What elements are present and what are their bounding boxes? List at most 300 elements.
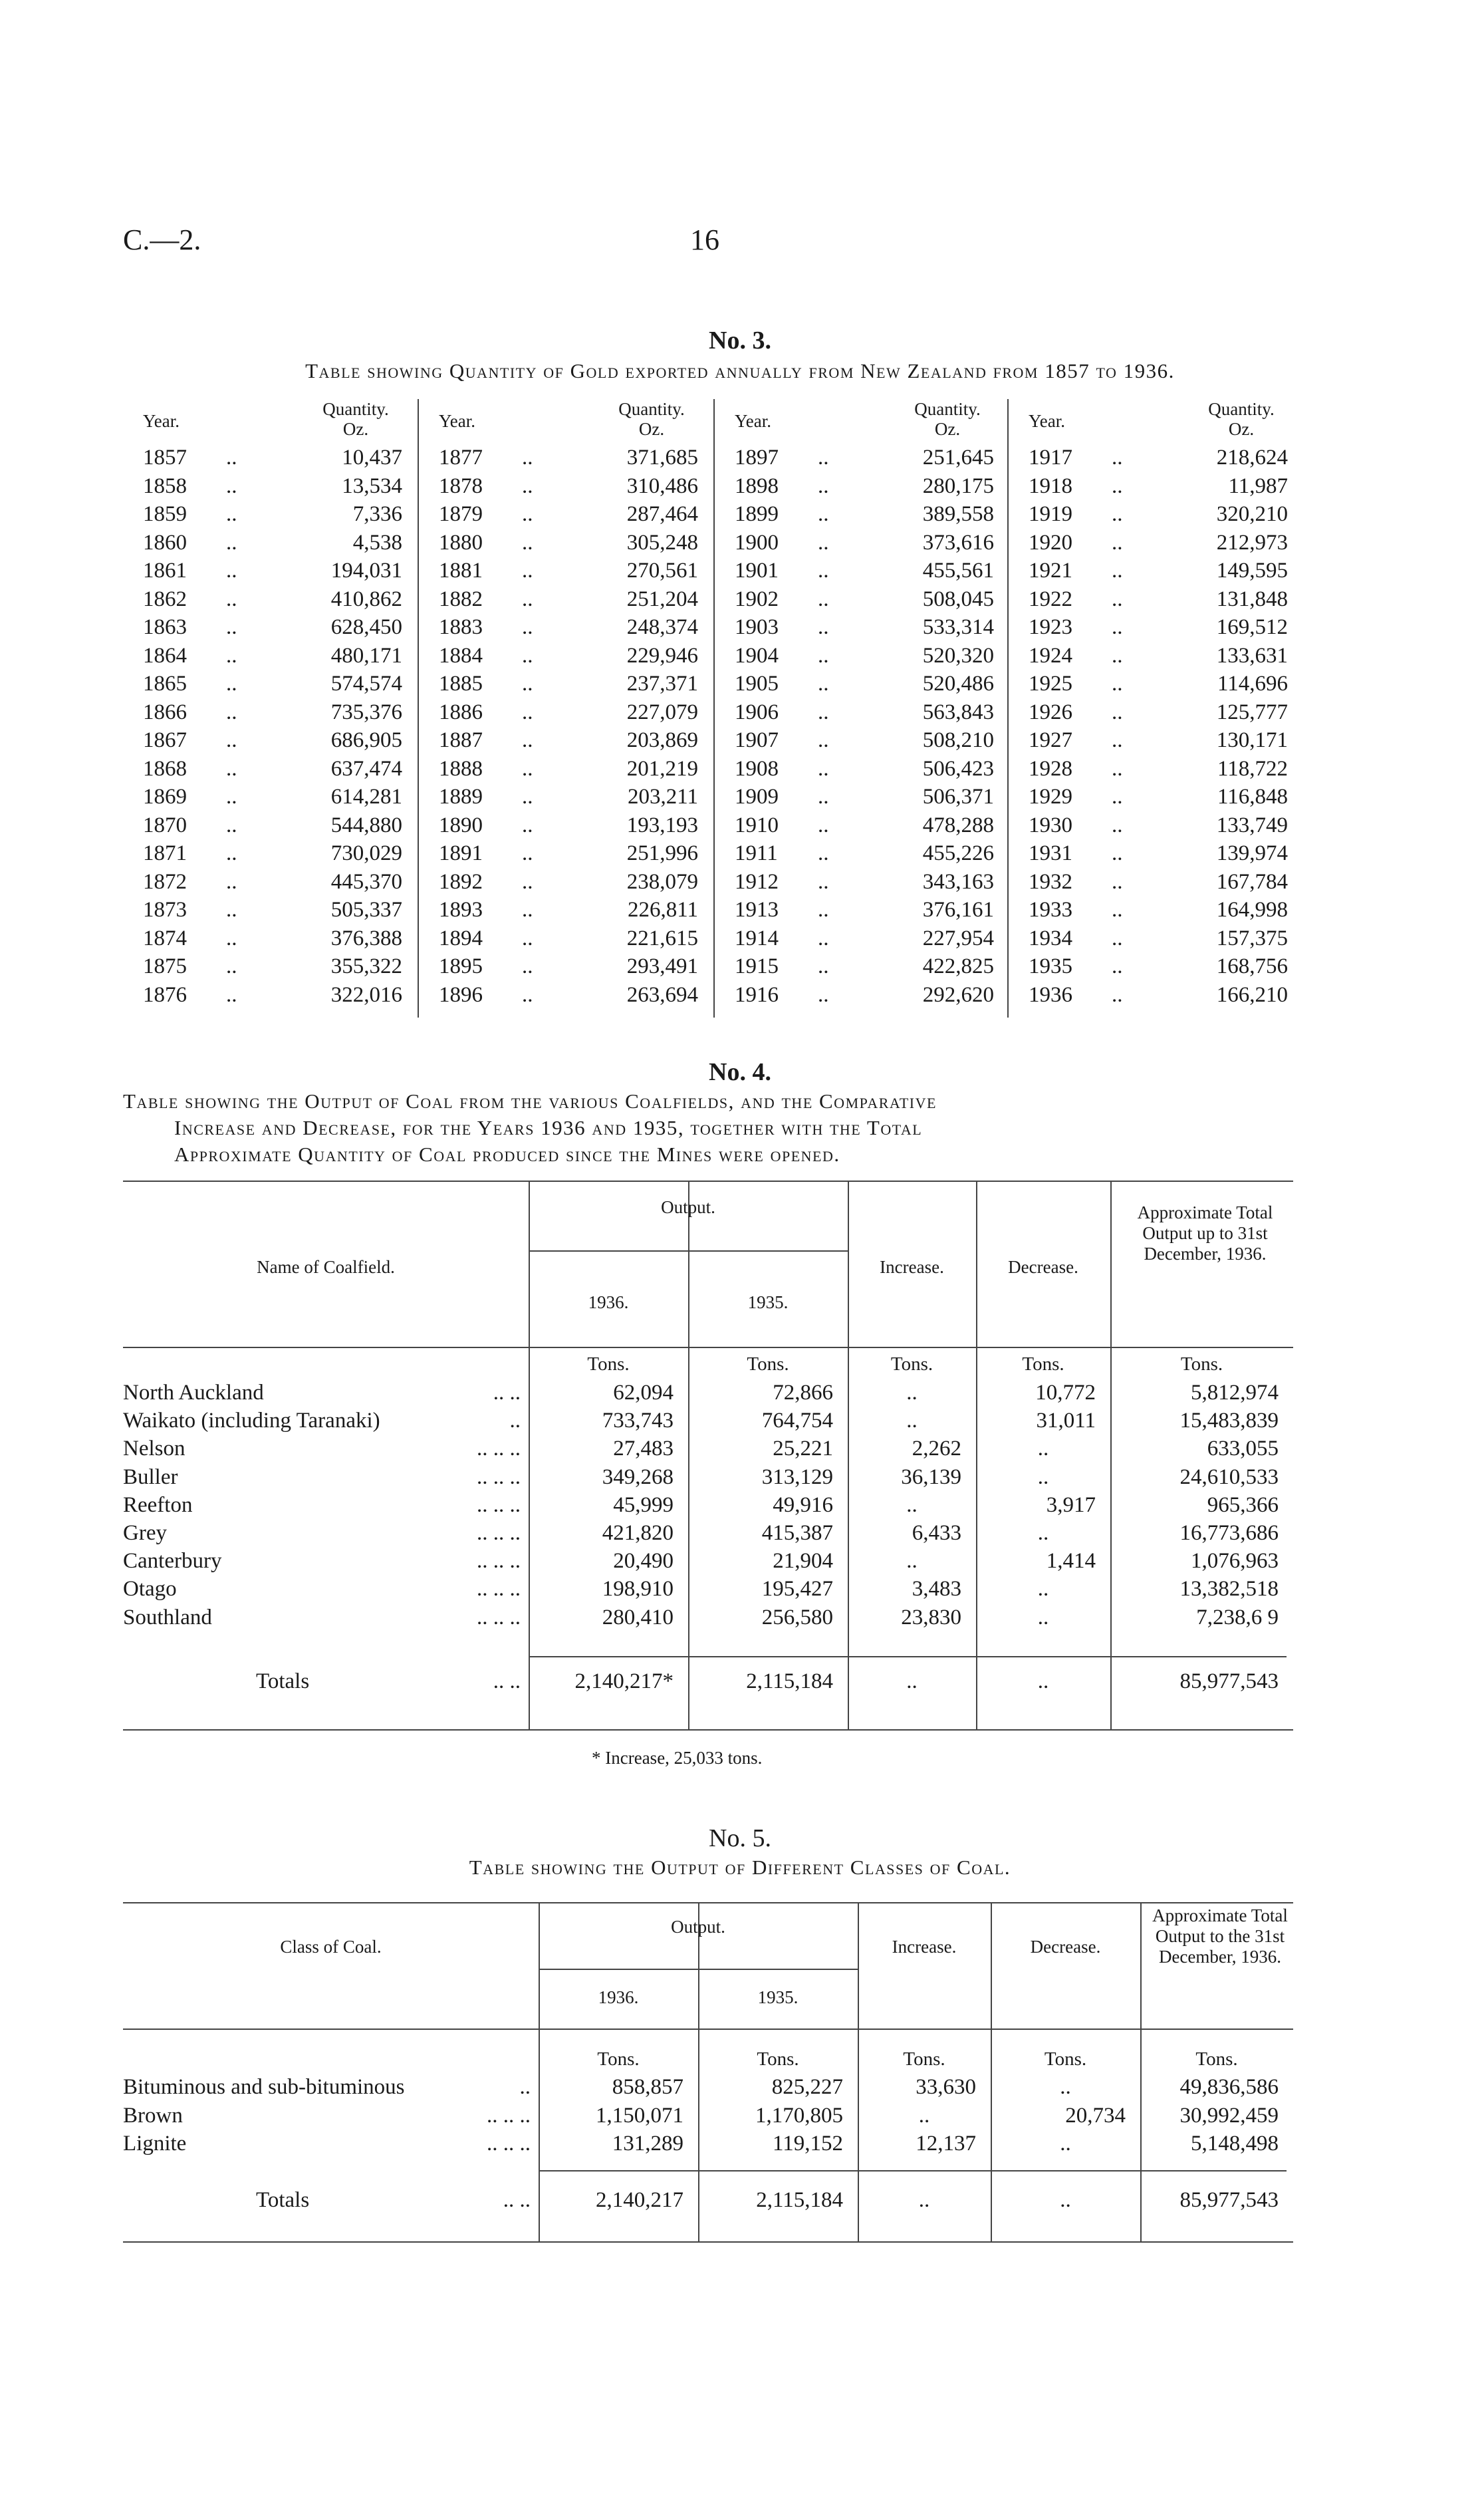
y1935-cell: 21,904 [773, 1549, 833, 1574]
quantity-cell: 263,694 [626, 982, 698, 1007]
year-cell: 1926 [1029, 700, 1072, 724]
table-row [1009, 926, 1301, 954]
quantity-cell: 628,450 [330, 615, 402, 639]
y1935-cell: 256,580 [761, 1605, 833, 1629]
leader-dots: .. [1112, 954, 1123, 978]
unit-label: Tons. [1022, 1353, 1064, 1375]
year-cell: 1864 [143, 643, 187, 668]
y1936-cell: 45,999 [613, 1492, 674, 1517]
gold-column [713, 399, 1007, 1018]
increase-cell: 36,139 [901, 1465, 961, 1489]
quantity-cell: 422,825 [922, 954, 994, 978]
year-cell: 1927 [1029, 728, 1072, 752]
leader-dots: .. [818, 982, 829, 1007]
total-cell: 1,076,963 [1191, 1549, 1279, 1574]
y1936-cell: 349,268 [602, 1465, 674, 1489]
leader-dots: .. [522, 559, 533, 583]
table-row [123, 870, 416, 898]
leader-dots: .. .. [493, 1669, 521, 1693]
leader-dots: .. [818, 446, 829, 470]
gold-table-caption: Table showing Quantity of Gold exported annually from New Zealand from 1857 to 1936. [305, 359, 1175, 382]
quantity-cell: 520,320 [922, 643, 994, 668]
year-cell: 1894 [439, 926, 483, 950]
leader-dots: .. .. .. [477, 1521, 521, 1545]
quantity-cell: 227,954 [922, 926, 994, 950]
table-row [419, 926, 711, 954]
quantity-cell: 238,079 [626, 869, 698, 894]
year-cell: 1863 [143, 615, 187, 639]
coalfield-caption-line-2: Increase and Decrease, for the Years 1936 and 1935, together with the Total [174, 1116, 923, 1139]
leader-dots: .. .. .. [477, 1577, 521, 1602]
year-cell: 1872 [143, 869, 187, 894]
table-row [123, 502, 416, 530]
year-cell: 1865 [143, 672, 187, 696]
class-table-caption: Table showing the Output of Different Classes of Coal. [469, 1856, 1011, 1879]
year-cell: 1882 [439, 587, 483, 611]
year-cell: 1857 [143, 446, 187, 470]
leader-dots: .. [522, 785, 533, 809]
leader-dots: .. [226, 559, 237, 583]
total-cell: 965,366 [1207, 1492, 1279, 1517]
leader-dots: .. [818, 756, 829, 781]
row-name: Southland [123, 1605, 212, 1629]
quantity-header-unit: Oz. [1228, 419, 1255, 439]
leader-dots: .. [226, 530, 237, 555]
table-bottom-rule [123, 1729, 1293, 1731]
quantity-cell: 373,616 [922, 530, 994, 555]
output-column-header: Output. [671, 1917, 725, 1937]
quantity-cell: 506,423 [922, 756, 994, 781]
leader-dots: .. [1112, 530, 1123, 555]
approximate-total-header: Approximate Total Output to the 31st December, 1936. [1152, 1905, 1288, 1967]
year-1935-header: 1935. [757, 1987, 799, 2007]
y1935-cell: 119,152 [772, 2132, 843, 2156]
coalfield-caption-line-1: Table showing the Output of Coal from the various Coalfields, and the Comparative [123, 1089, 937, 1113]
table-top-rule [123, 1902, 1293, 1903]
leader-dots: .. [818, 530, 829, 555]
leader-dots: .. [818, 672, 829, 696]
year-cell: 1871 [143, 841, 187, 865]
quantity-cell: 166,210 [1216, 982, 1288, 1007]
quantity-cell: 13,534 [342, 474, 402, 498]
leader-dots: .. [226, 898, 237, 922]
totals-rule [529, 1656, 1287, 1657]
year-cell: 1901 [735, 559, 779, 583]
quantity-cell: 508,210 [922, 728, 994, 752]
table-row [715, 983, 1007, 1011]
quantity-cell: 508,045 [922, 587, 994, 611]
table-row [419, 954, 711, 982]
y1935-cell: 313,129 [761, 1465, 833, 1489]
decrease-cell: 20,734 [1065, 2103, 1126, 2128]
decrease-header: Decrease. [1008, 1257, 1078, 1277]
year-cell: 1919 [1029, 502, 1072, 526]
leader-dots: .. [522, 841, 533, 865]
row-name: Brown [123, 2103, 183, 2128]
leader-dots: .. [1112, 643, 1123, 668]
table-row [1009, 502, 1301, 530]
year-cell: 1899 [735, 502, 779, 526]
quantity-cell: 139,974 [1216, 841, 1288, 865]
table-row [123, 813, 416, 841]
year-cell: 1931 [1029, 841, 1072, 865]
leader-dots: .. [1112, 502, 1123, 526]
name-column-header: Class of Coal. [280, 1937, 382, 1957]
leader-dots: .. [1112, 672, 1123, 696]
table-row [715, 474, 1007, 502]
year-cell: 1858 [143, 474, 187, 498]
year-cell: 1932 [1029, 869, 1072, 894]
leader-dots: .. [226, 728, 237, 752]
leader-dots: .. [818, 502, 829, 526]
leader-dots: .. [1112, 615, 1123, 639]
row-name: Nelson [123, 1437, 185, 1461]
year-cell: 1898 [735, 474, 779, 498]
leader-dots: .. [226, 587, 237, 611]
decrease-header: Decrease. [1030, 1937, 1101, 1957]
totals-label: Totals [256, 1669, 310, 1693]
total-cell: 85,977,543 [1179, 2188, 1279, 2212]
unit-label: Tons. [1195, 2048, 1238, 2070]
quantity-cell: 157,375 [1216, 926, 1288, 950]
table-row [1009, 559, 1301, 587]
leader-dots: .. [522, 530, 533, 555]
unit-label: Tons. [903, 2048, 945, 2070]
quantity-cell: 480,171 [330, 643, 402, 668]
leader-dots: .. [226, 926, 237, 950]
totals-label: Totals [256, 2188, 310, 2212]
header-bottom-rule [123, 1347, 1293, 1348]
leader-dots: .. [1112, 700, 1123, 724]
leader-dots: .. [226, 615, 237, 639]
table-row [123, 559, 416, 587]
leader-dots: .. [226, 502, 237, 526]
year-header: Year. [439, 411, 476, 431]
leader-dots: .. [522, 756, 533, 781]
table-row [123, 672, 416, 700]
quantity-cell: 133,749 [1216, 813, 1288, 837]
year-cell: 1869 [143, 785, 187, 809]
year-cell: 1890 [439, 813, 483, 837]
year-cell: 1906 [735, 700, 779, 724]
year-cell: 1910 [735, 813, 779, 837]
page-number: 16 [690, 223, 719, 256]
quantity-cell: 194,031 [330, 559, 402, 583]
quantity-cell: 118,722 [1217, 756, 1288, 781]
year-cell: 1922 [1029, 587, 1072, 611]
quantity-cell: 251,996 [626, 841, 698, 865]
row-name: Buller [123, 1465, 178, 1489]
year-1936-header: 1936. [588, 1292, 629, 1312]
year-cell: 1916 [735, 982, 779, 1007]
quantity-cell: 506,371 [922, 785, 994, 809]
year-cell: 1883 [439, 615, 483, 639]
quantity-cell: 637,474 [330, 756, 402, 781]
leader-dots: .. [226, 813, 237, 837]
decrease-cell: .. [1060, 2075, 1071, 2099]
gold-column [123, 399, 416, 1018]
leader-dots: .. [1112, 898, 1123, 922]
row-name: Waikato (including Taranaki) [123, 1409, 380, 1433]
year-cell: 1930 [1029, 813, 1072, 837]
year-cell: 1874 [143, 926, 187, 950]
quantity-cell: 203,869 [626, 728, 698, 752]
quantity-cell: 455,226 [922, 841, 994, 865]
quantity-cell: 125,777 [1216, 700, 1288, 724]
leader-dots: .. .. .. [477, 1465, 521, 1489]
quantity-header-unit: Oz. [934, 419, 961, 439]
leader-dots: .. [522, 700, 533, 724]
year-header: Year. [1029, 411, 1066, 431]
increase-cell: .. [906, 1669, 918, 1693]
year-header: Year. [143, 411, 180, 431]
table-row [419, 672, 711, 700]
total-cell: 633,055 [1207, 1437, 1279, 1461]
leader-dots: .. [818, 587, 829, 611]
quantity-cell: 376,388 [330, 926, 402, 950]
total-cell: 5,812,974 [1191, 1381, 1279, 1405]
quantity-cell: 310,486 [626, 474, 698, 498]
gold-export-table [123, 399, 1290, 1018]
quantity-cell: 520,486 [922, 672, 994, 696]
leader-dots: .. [522, 615, 533, 639]
table-row [715, 926, 1007, 954]
table-row [123, 898, 416, 926]
table-row [1009, 841, 1301, 869]
coalfield-caption-line-3: Approximate Quantity of Coal produced since the Mines were opened. [174, 1143, 840, 1166]
table-row [123, 841, 416, 869]
leader-dots: .. [1112, 587, 1123, 611]
leader-dots: .. [522, 982, 533, 1007]
quantity-cell: 248,374 [626, 615, 698, 639]
quantity-cell: 544,880 [330, 813, 402, 837]
year-cell: 1884 [439, 643, 483, 668]
table-row [715, 587, 1007, 615]
table-row [1009, 898, 1301, 926]
table-row [1009, 474, 1301, 502]
leader-dots: .. .. .. [487, 2132, 531, 2156]
table-top-rule [123, 1181, 1293, 1182]
table-row [123, 615, 416, 643]
quantity-cell: 169,512 [1216, 615, 1288, 639]
year-cell: 1909 [735, 785, 779, 809]
leader-dots: .. [1112, 728, 1123, 752]
year-cell: 1867 [143, 728, 187, 752]
leader-dots: .. .. [493, 1381, 521, 1405]
quantity-cell: 343,163 [922, 869, 994, 894]
unit-label: Tons. [597, 2048, 640, 2070]
year-cell: 1892 [439, 869, 483, 894]
quantity-cell: 130,171 [1216, 728, 1288, 752]
leader-dots: .. [1112, 474, 1123, 498]
leader-dots: .. [226, 672, 237, 696]
quantity-cell: 167,784 [1216, 869, 1288, 894]
year-cell: 1875 [143, 954, 187, 978]
table-row [419, 531, 711, 559]
year-cell: 1893 [439, 898, 483, 922]
gold-table-heading: No. 3. [709, 327, 771, 354]
class-table-heading: No. 5. [709, 1824, 771, 1852]
table-row [419, 700, 711, 728]
leader-dots: .. [818, 841, 829, 865]
year-cell: 1880 [439, 530, 483, 555]
quantity-header-label: Quantity. [618, 399, 685, 419]
leader-dots: .. [522, 474, 533, 498]
table-row [123, 700, 416, 728]
year-cell: 1862 [143, 587, 187, 611]
leader-dots: .. [818, 869, 829, 894]
year-cell: 1911 [735, 841, 778, 865]
year-1936-header: 1936. [598, 1987, 639, 2007]
leader-dots: .. [226, 869, 237, 894]
decrease-cell: 10,772 [1035, 1381, 1096, 1405]
total-cell: 7,238,6 9 [1196, 1605, 1279, 1629]
leader-dots: .. [1112, 982, 1123, 1007]
row-name: Reefton [123, 1492, 193, 1517]
year-cell: 1889 [439, 785, 483, 809]
quantity-cell: 229,946 [626, 643, 698, 668]
quantity-cell: 218,624 [1216, 446, 1288, 470]
year-cell: 1873 [143, 898, 187, 922]
y1935-cell: 49,916 [773, 1492, 833, 1517]
quantity-cell: 287,464 [626, 502, 698, 526]
leader-dots: .. [818, 728, 829, 752]
year-cell: 1936 [1029, 982, 1072, 1007]
table-row [1009, 870, 1301, 898]
year-cell: 1881 [439, 559, 483, 583]
quantity-cell: 237,371 [626, 672, 698, 696]
quantity-header-unit: Oz. [342, 419, 369, 439]
quantity-cell: 292,620 [922, 982, 994, 1007]
leader-dots: .. [1112, 756, 1123, 781]
quantity-cell: 478,288 [922, 813, 994, 837]
year-cell: 1924 [1029, 643, 1072, 668]
leader-dots: .. [818, 926, 829, 950]
table-row [123, 474, 416, 502]
y1936-cell: 280,410 [602, 1605, 674, 1629]
table-row [1009, 785, 1301, 813]
y1936-cell: 1,150,071 [596, 2103, 683, 2128]
increase-cell: 6,433 [912, 1521, 961, 1545]
leader-dots: .. [1112, 841, 1123, 865]
quantity-cell: 11,987 [1228, 474, 1288, 498]
y1936-cell: 421,820 [602, 1521, 674, 1545]
y1936-cell: 2,140,217 [596, 2188, 683, 2212]
quantity-cell: 371,685 [626, 446, 698, 470]
row-name: Otago [123, 1577, 177, 1602]
table-row [715, 700, 1007, 728]
table-row [715, 531, 1007, 559]
year-cell: 1885 [439, 672, 483, 696]
year-cell: 1934 [1029, 926, 1072, 950]
year-cell: 1895 [439, 954, 483, 978]
unit-label: Tons. [587, 1353, 630, 1375]
year-cell: 1861 [143, 559, 187, 583]
leader-dots: .. [522, 898, 533, 922]
year-cell: 1879 [439, 502, 483, 526]
table-row [419, 587, 711, 615]
year-cell: 1876 [143, 982, 187, 1007]
quantity-cell: 201,219 [626, 756, 698, 781]
table-row [419, 983, 711, 1011]
year-cell: 1918 [1029, 474, 1072, 498]
table-row [419, 728, 711, 756]
year-cell: 1860 [143, 530, 187, 555]
table-row [715, 841, 1007, 869]
table-row [123, 785, 416, 813]
decrease-cell: .. [1060, 2132, 1071, 2156]
quantity-cell: 376,161 [922, 898, 994, 922]
quantity-cell: 227,079 [626, 700, 698, 724]
table-row [715, 615, 1007, 643]
year-cell: 1925 [1029, 672, 1072, 696]
year-cell: 1887 [439, 728, 483, 752]
quantity-cell: 614,281 [330, 785, 402, 809]
year-cell: 1933 [1029, 898, 1072, 922]
y1936-cell: 62,094 [613, 1381, 674, 1405]
table-row [419, 757, 711, 785]
y1935-cell: 2,115,184 [746, 1669, 833, 1693]
decrease-cell: .. [1060, 2188, 1071, 2212]
year-cell: 1929 [1029, 785, 1072, 809]
table-row [419, 474, 711, 502]
year-cell: 1921 [1029, 559, 1072, 583]
year-cell: 1886 [439, 700, 483, 724]
decrease-cell: 31,011 [1036, 1409, 1096, 1433]
leader-dots: .. [522, 813, 533, 837]
y1935-cell: 72,866 [773, 1381, 833, 1405]
table-row [123, 728, 416, 756]
table-row [123, 644, 416, 672]
table-row [1009, 644, 1301, 672]
quantity-header [894, 399, 1001, 439]
table-row [1009, 813, 1301, 841]
quantity-cell: 533,314 [922, 615, 994, 639]
leader-dots: .. [519, 2075, 531, 2099]
quantity-cell: 114,696 [1217, 672, 1288, 696]
table-row [715, 644, 1007, 672]
increase-header: Increase. [892, 1937, 957, 1957]
leader-dots: .. [522, 446, 533, 470]
leader-dots: .. [226, 700, 237, 724]
leader-dots: .. .. .. [477, 1437, 521, 1461]
y1935-cell: 1,170,805 [755, 2103, 843, 2128]
row-name: Grey [123, 1521, 167, 1545]
total-cell: 49,836,586 [1179, 2075, 1279, 2099]
y1936-cell: 27,483 [613, 1437, 674, 1461]
table-row [1009, 615, 1301, 643]
leader-dots: .. [226, 954, 237, 978]
leader-dots: .. [226, 756, 237, 781]
table-row [1009, 954, 1301, 982]
y1935-cell: 764,754 [761, 1409, 833, 1433]
year-cell: 1891 [439, 841, 483, 865]
table-row [419, 615, 711, 643]
total-cell: 15,483,839 [1179, 1409, 1279, 1433]
quantity-cell: 270,561 [626, 559, 698, 583]
table-row [1009, 757, 1301, 785]
leader-dots: .. [226, 446, 237, 470]
increase-cell: .. [906, 1409, 918, 1433]
y1935-cell: 825,227 [771, 2075, 843, 2099]
quantity-header [1188, 399, 1295, 439]
table-row [715, 898, 1007, 926]
table-row [419, 785, 711, 813]
year-cell: 1877 [439, 446, 483, 470]
quantity-cell: 133,631 [1216, 643, 1288, 668]
increase-header: Increase. [880, 1257, 944, 1277]
leader-dots: .. [818, 813, 829, 837]
